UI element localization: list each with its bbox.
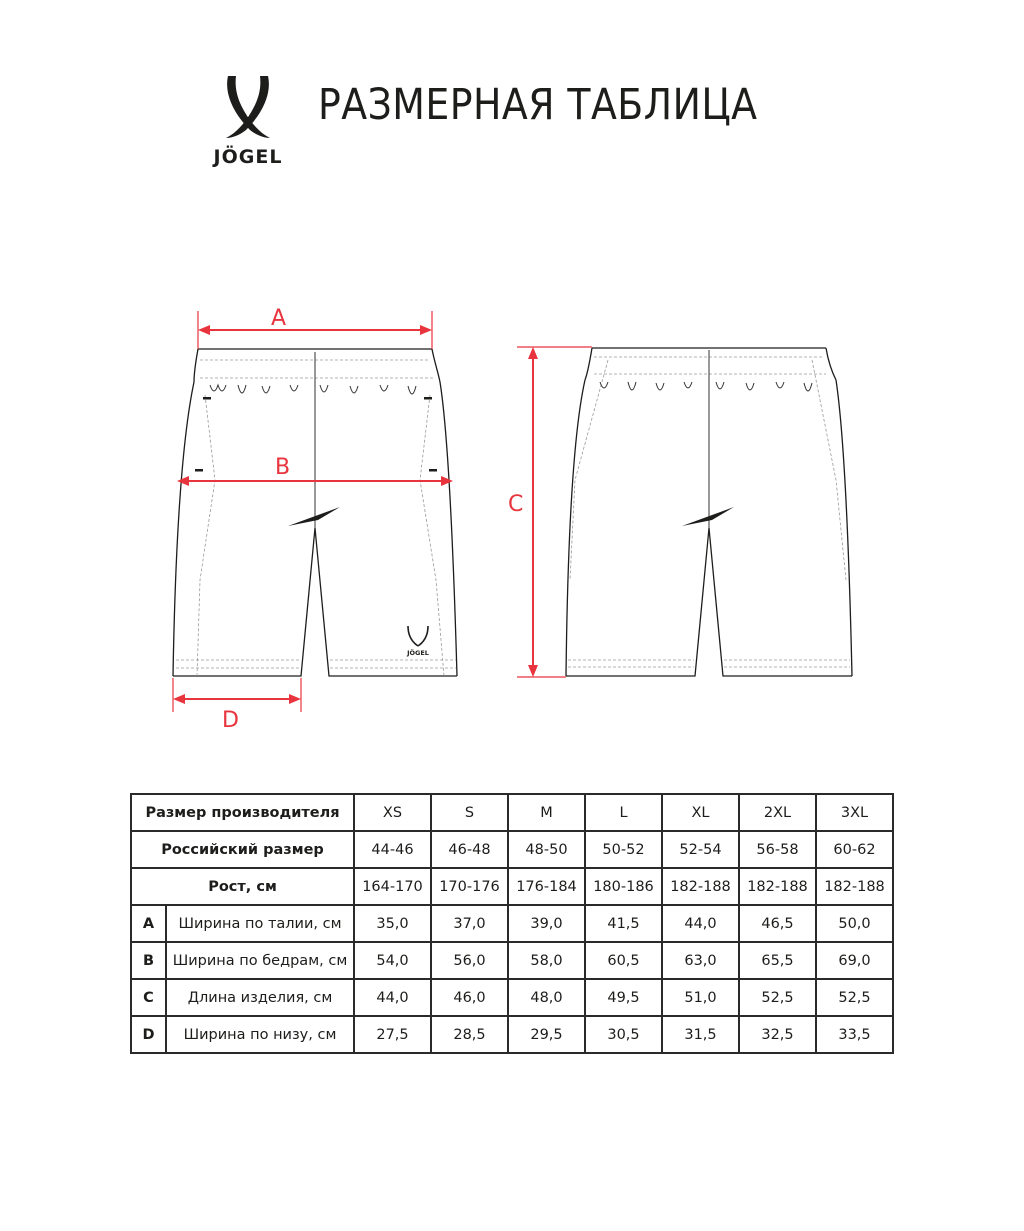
row-label: Размер производителя (131, 794, 354, 831)
shorts-diagram (0, 300, 1024, 740)
table-cell: XS (354, 794, 431, 831)
measure-letter: D (131, 1016, 166, 1053)
table-cell: S (431, 794, 508, 831)
table-cell: 56-58 (739, 831, 816, 868)
table-cell: 60-62 (816, 831, 893, 868)
table-cell: 37,0 (431, 905, 508, 942)
table-cell: 48,0 (508, 979, 585, 1016)
jogel-emblem-icon (220, 74, 276, 140)
shorts-sketch (0, 300, 1024, 740)
table-cell: 182-188 (816, 868, 893, 905)
measure-label: Ширина по талии, см (166, 905, 354, 942)
shorts-emblem-icon (408, 626, 428, 646)
brand-name: JÖGEL (213, 146, 283, 168)
measure-label: Ширина по низу, см (166, 1016, 354, 1053)
table-cell: 32,5 (739, 1016, 816, 1053)
page-title: РАЗМЕРНАЯ ТАБЛИЦА (318, 80, 758, 130)
table-cell: 27,5 (354, 1016, 431, 1053)
table-cell: 31,5 (662, 1016, 739, 1053)
table-cell: 39,0 (508, 905, 585, 942)
table-cell: 28,5 (431, 1016, 508, 1053)
table-row-hem-width (131, 1016, 893, 1053)
dimension-label-d: D (222, 708, 239, 733)
table-cell: 60,5 (585, 942, 662, 979)
table-cell: 63,0 (662, 942, 739, 979)
dimension-label-a: A (271, 306, 287, 331)
table-cell: 48-50 (508, 831, 585, 868)
table-cell: 180-186 (585, 868, 662, 905)
table-cell: 176-184 (508, 868, 585, 905)
table-cell: 3XL (816, 794, 893, 831)
table-row-hip-width (131, 942, 893, 979)
dimension-markers (173, 311, 592, 712)
table-cell: 30,5 (585, 1016, 662, 1053)
table-row-waist-width (131, 905, 893, 942)
table-cell: 182-188 (739, 868, 816, 905)
table-cell: 50,0 (816, 905, 893, 942)
measure-label: Ширина по бедрам, см (166, 942, 354, 979)
table-row-russian-size (131, 831, 893, 868)
table-cell: 44-46 (354, 831, 431, 868)
table-cell: 29,5 (508, 1016, 585, 1053)
table-row-manufacturer-size (131, 794, 893, 831)
table-cell: L (585, 794, 662, 831)
table-row-height (131, 868, 893, 905)
table-cell: XL (662, 794, 739, 831)
table-cell: 170-176 (431, 868, 508, 905)
table-cell: 2XL (739, 794, 816, 831)
table-cell: 50-52 (585, 831, 662, 868)
table-cell: M (508, 794, 585, 831)
row-label: Рост, см (131, 868, 354, 905)
table-cell: 56,0 (431, 942, 508, 979)
row-label: Российский размер (131, 831, 354, 868)
measure-letter: A (131, 905, 166, 942)
measure-label: Длина изделия, см (166, 979, 354, 1016)
table-cell: 58,0 (508, 942, 585, 979)
table-cell: 52,5 (739, 979, 816, 1016)
measure-letter: B (131, 942, 166, 979)
table-cell: 46-48 (431, 831, 508, 868)
table-cell: 49,5 (585, 979, 662, 1016)
table-cell: 52,5 (816, 979, 893, 1016)
table-cell: 46,5 (739, 905, 816, 942)
table-cell: 44,0 (354, 979, 431, 1016)
table-cell: 52-54 (662, 831, 739, 868)
table-row-length (131, 979, 893, 1016)
table-cell: 44,0 (662, 905, 739, 942)
table-cell: 65,5 (739, 942, 816, 979)
table-cell: 41,5 (585, 905, 662, 942)
measure-letter: C (131, 979, 166, 1016)
dimension-label-b: B (275, 455, 291, 480)
table-cell: 33,5 (816, 1016, 893, 1053)
table-cell: 46,0 (431, 979, 508, 1016)
table-cell: 35,0 (354, 905, 431, 942)
table-cell: 164-170 (354, 868, 431, 905)
table-cell: 182-188 (662, 868, 739, 905)
table-cell: 51,0 (662, 979, 739, 1016)
table-cell: 54,0 (354, 942, 431, 979)
size-table (130, 793, 894, 1054)
dimension-label-c: C (508, 492, 524, 517)
brand-logo (196, 74, 300, 174)
svg-text:JÖGEL: JÖGEL (407, 649, 429, 657)
table-cell: 69,0 (816, 942, 893, 979)
